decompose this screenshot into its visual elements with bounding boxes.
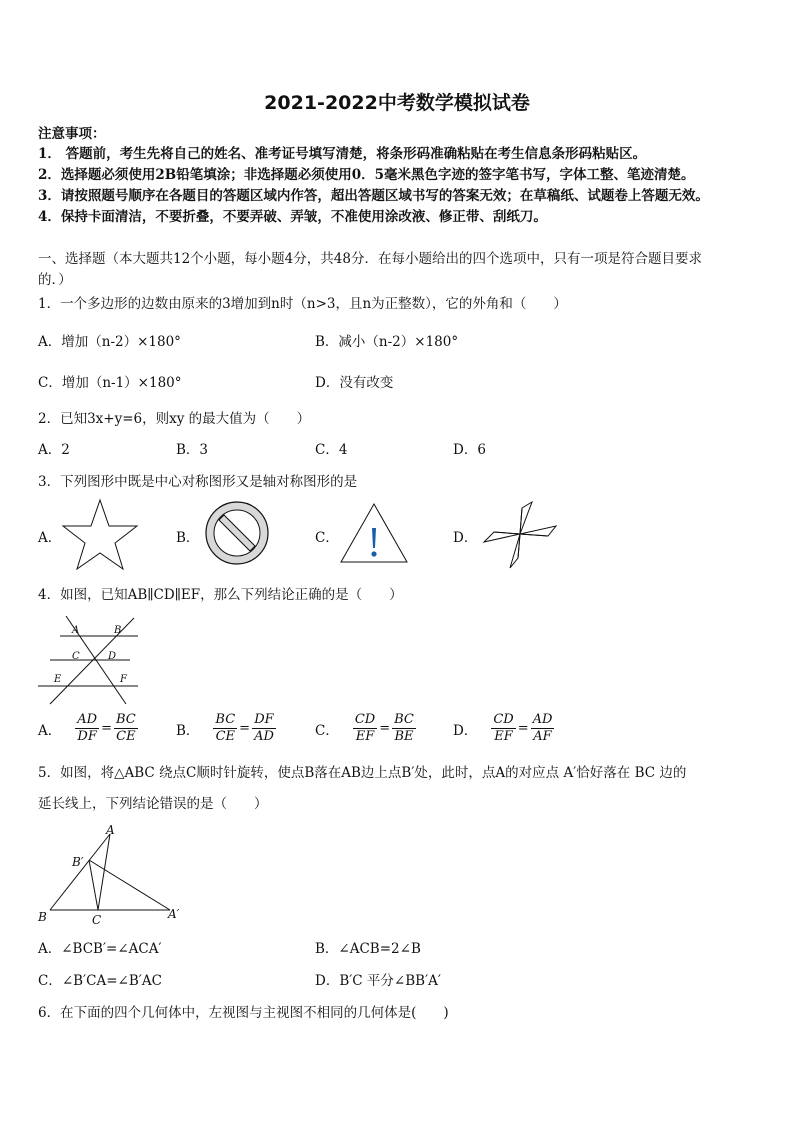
q2-option-b[interactable]: B．3 [176, 442, 209, 458]
q4-d-eq: = [517, 721, 529, 736]
q4-b-num2: DF [254, 712, 274, 727]
q1-option-c[interactable]: C．增加（n-1）×180° [38, 375, 182, 391]
note-item-2: 2．选择题必须使用2B铅笔填涂；非选择题必须使用0．5毫米黑色字迹的签字笔书写，字体工整、笔迹清楚。 [38, 167, 695, 183]
q5-point-b: B [38, 910, 47, 924]
q5-option-b[interactable]: B．∠ACB=2∠B [315, 941, 421, 957]
q4-option-b[interactable] [176, 712, 276, 745]
section-title-line2: 的．） [38, 272, 72, 288]
q5-stem-line1: 5．如图，将△ABC 绕点C顺时针旋转，使点B落在AB边上点B′处，此时，点A的对应点 A′恰好落在 BC 边的 [38, 765, 687, 781]
q4-b-num1: BC [215, 712, 236, 727]
q5-point-a: A [106, 823, 115, 837]
q4-option-d-label: D． [453, 722, 478, 739]
q4-b-den2: AD [254, 729, 274, 744]
q4-option-a[interactable] [38, 712, 138, 745]
prohibition-sign-figure [202, 498, 272, 568]
q4-point-d: D [108, 651, 117, 662]
q4-option-c[interactable] [315, 712, 416, 745]
pinwheel-figure [480, 496, 560, 572]
q3-option-a[interactable]: A． [38, 530, 62, 546]
notes-heading: 注意事项： [38, 126, 106, 142]
q5-option-c[interactable]: C．∠B′CA=∠B′AC [38, 973, 162, 989]
q4-c-eq: = [379, 721, 391, 736]
q5-stem-line2: 延长线上，下列结论错误的是（ ） [38, 796, 268, 812]
q4-a-num2: BC [115, 712, 136, 727]
note-item-4: 4．保持卡面清洁，不要折叠，不要弄破、弄皱，不准使用涂改液、修正带、刮纸刀。 [38, 209, 547, 225]
q5-point-a-prime: A′ [168, 907, 180, 921]
star-figure [60, 496, 140, 572]
q4-d-den2: AF [533, 729, 552, 744]
warning-sign-figure [338, 500, 410, 566]
q5-point-b-prime: B′ [72, 855, 84, 869]
q4-b-den1: CE [215, 729, 236, 744]
rotation-triangle-figure [34, 822, 190, 928]
q4-option-a-label: A． [38, 722, 62, 739]
q2-option-d[interactable]: D．6 [453, 442, 486, 458]
page-title: 2021-2022中考数学模拟试卷 [264, 92, 530, 114]
q4-point-c: C [72, 651, 80, 662]
q4-option-c-label: C． [315, 722, 339, 739]
note-item-3: 3．请按照题号顺序在各题目的答题区域内作答，超出答题区域书写的答案无效；在草稿纸、试题卷上答题无效。 [38, 188, 709, 204]
q4-c-num2: BC [394, 712, 414, 727]
q5-point-c: C [92, 913, 102, 927]
q1-option-b[interactable]: B．减小（n-2）×180° [315, 334, 459, 350]
q4-a-den1: DF [77, 729, 97, 744]
q5-option-d[interactable]: D．B′C 平分∠BB′A′ [315, 973, 441, 989]
q2-option-c[interactable]: C．4 [315, 442, 348, 458]
q3-option-d[interactable]: D． [453, 530, 478, 546]
section-title-line1: 一、选择题（本大题共12个小题，每小题4分，共48分．在每小题给出的四个选项中，只有一项是符合题目要求 [38, 251, 702, 267]
q4-d-den1: EF [494, 729, 513, 744]
q3-option-c[interactable]: C． [315, 530, 339, 546]
q1-stem: 1．一个多边形的边数由原来的3增加到n时（n>3，且n为正整数），它的外角和（ ） [38, 296, 567, 312]
q4-a-num1: AD [77, 712, 98, 727]
q4-option-b-label: B． [176, 722, 200, 739]
q4-c-den2: BE [394, 729, 414, 744]
q4-option-d[interactable] [453, 712, 554, 745]
q4-d-num2: AD [532, 712, 553, 727]
q2-stem: 2．已知3x+y=6，则xy 的最大值为（ ） [38, 411, 311, 427]
q4-point-b: B [114, 625, 122, 636]
q4-point-e: E [54, 674, 62, 685]
q4-stem: 4．如图，已知AB∥CD∥EF，那么下列结论正确的是（ ） [38, 587, 403, 603]
q3-stem: 3．下列图形中既是中心对称图形又是轴对称图形的是 [38, 474, 358, 490]
q2-option-a[interactable]: A．2 [38, 442, 70, 458]
q4-c-num1: CD [354, 712, 376, 727]
q3-option-b[interactable]: B． [176, 530, 200, 546]
q1-option-a[interactable]: A．增加（n-2）×180° [38, 334, 181, 350]
q5-option-a[interactable]: A．∠BCB′=∠ACA′ [38, 941, 162, 957]
parallel-lines-figure [38, 612, 140, 708]
q4-point-a: A [72, 625, 80, 636]
q4-d-num1: CD [493, 712, 514, 727]
q4-a-eq: = [101, 721, 112, 736]
q6-stem: 6．在下面的四个几何体中，左视图与主视图不相同的几何体是( ) [38, 1005, 449, 1021]
q4-b-eq: = [239, 721, 251, 736]
note-item-1: 1． 答题前，考生先将自己的姓名、准考证号填写清楚，将条形码准确粘贴在考生信息条形码粘贴区。 [38, 146, 647, 162]
q4-a-den2: CE [116, 729, 136, 744]
q4-point-f: F [120, 674, 127, 685]
q1-option-d[interactable]: D．没有改变 [315, 375, 394, 391]
q4-c-den1: EF [355, 729, 375, 744]
